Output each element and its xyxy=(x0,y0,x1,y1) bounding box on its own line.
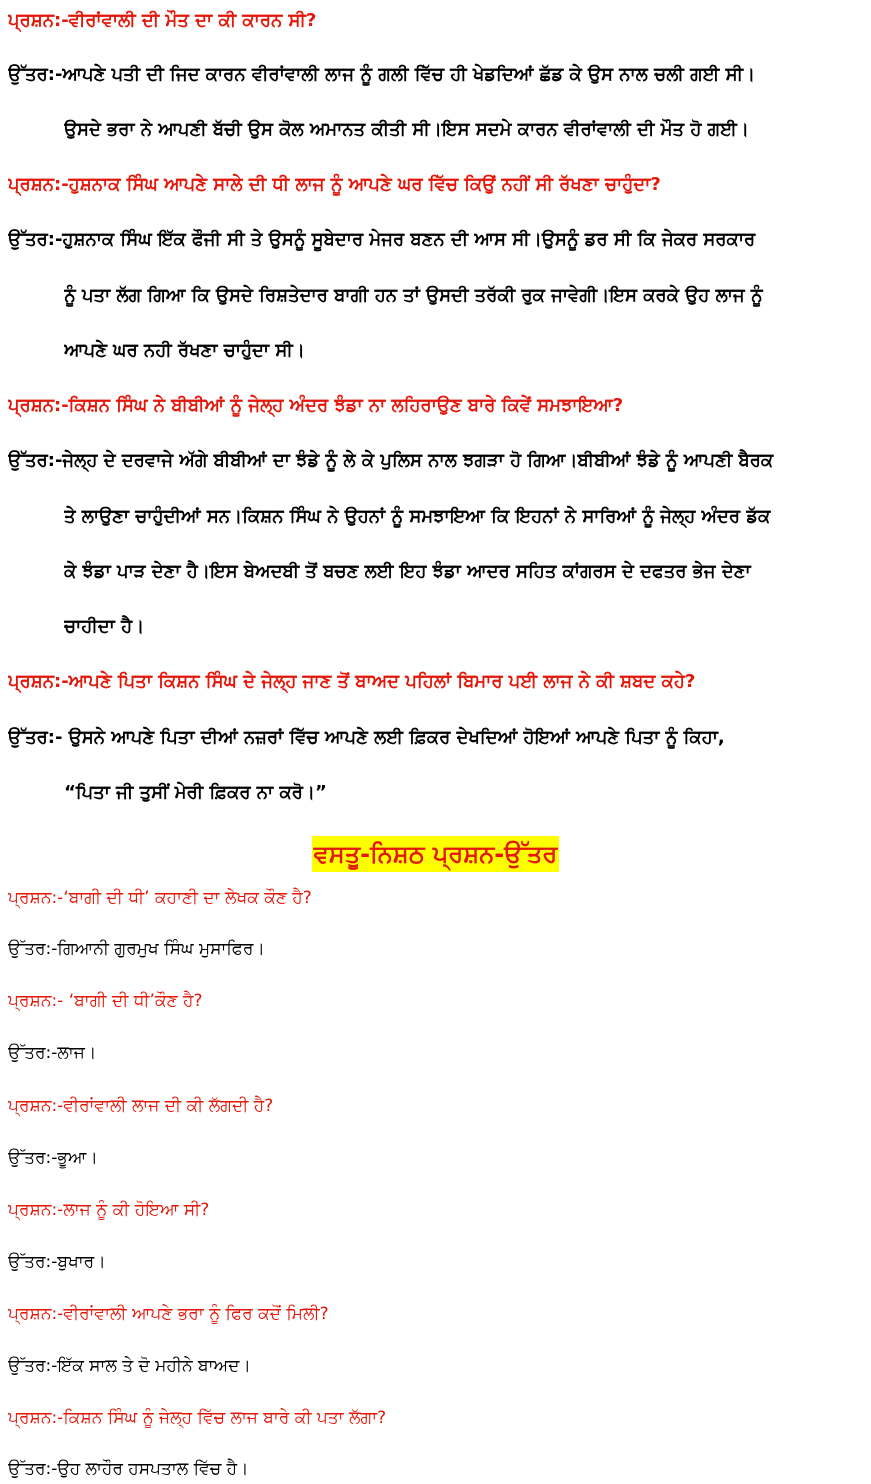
answer-1-line-1: ਉੱਤਰ:-ਆਪਣੇ ਪਤੀ ਦੀ ਜਿਦ ਕਾਰਨ ਵੀਰਾਂਵਾਲੀ ਲਾਜ ਨੂੰ ਗਲੀ ਵਿੱਚ ਹੀ ਖੇਡਦਿਆਂ ਛੱਡ ਕੇ ਉਸ ਨਾਲ ਚਲੀ ਗਈ ਸੀ। xyxy=(8,64,756,85)
obj-question-1: ਪ੍ਰਸ਼ਨ:-‘ਬਾਗੀ ਦੀ ਧੀ’ ਕਹਾਣੀ ਦਾ ਲੇਖਕ ਕੌਣ ਹੈ? xyxy=(8,888,312,908)
answer-3-line-1: ਉੱਤਰ:-ਜੇਲ੍ਹ ਦੇ ਦਰਵਾਜੇ ਅੱਗੇ ਬੀਬੀਆਂ ਦਾ ਝੰਡੇ ਨੂੰ ਲੇ ਕੇ ਪੁਲਿਸ ਨਾਲ ਝਗੜਾ ਹੋ ਗਿਆ।ਬੀਬੀਆਂ ਝੰਡੇ ਨੂੰ ਆਪਣੀ ਬੈਰਕ xyxy=(8,450,774,471)
obj-question-2: ਪ੍ਰਸ਼ਨ:- ‘ਬਾਗੀ ਦੀ ਧੀ’ਕੌਣ ਹੈ? xyxy=(8,991,203,1011)
section-heading-wrap xyxy=(0,836,871,872)
question-3: ਪ੍ਰਸ਼ਨ:-ਕਿਸ਼ਨ ਸਿੰਘ ਨੇ ਬੀਬੀਆਂ ਨੂੰ ਜੇਲ੍ਹ ਅੰਦਰ ਝੰਡਾ ਨਾ ਲਹਿਰਾਉਣ ਬਾਰੇ ਕਿਵੇਂ ਸਮਝਾਇਆ? xyxy=(8,395,624,416)
answer-3-line-2: ਤੇ ਲਾਉਣਾ ਚਾਹੁੰਦੀਆਂ ਸਨ।ਕਿਸ਼ਨ ਸਿੰਘ ਨੇ ਉਹਨਾਂ ਨੂੰ ਸਮਝਾਇਆ ਕਿ ਇਹਨਾਂ ਨੇ ਸਾਰਿਆਂ ਨੂੰ ਜੇਲ੍ਹ ਅੰਦਰ ਡੱਕ xyxy=(64,506,771,527)
obj-answer-4: ਉੱਤਰ:-ਬੁਖਾਰ। xyxy=(8,1252,106,1272)
obj-question-6: ਪ੍ਰਸ਼ਨ:-ਕਿਸ਼ਨ ਸਿੰਘ ਨੂੰ ਜੇਲ੍ਹ ਵਿੱਚ ਲਾਜ ਬਾਰੇ ਕੀ ਪਤਾ ਲੱਗਾ? xyxy=(8,1408,387,1428)
question-4: ਪ੍ਰਸ਼ਨ:-ਆਪਣੇ ਪਿਤਾ ਕਿਸ਼ਨ ਸਿੰਘ ਦੇ ਜੇਲ੍ਹ ਜਾਣ ਤੋਂ ਬਾਅਦ ਪਹਿਲਾਂ ਬਿਮਾਰ ਪਈ ਲਾਜ ਨੇ ਕੀ ਸ਼ਬਦ ਕਹੇ? xyxy=(8,671,696,692)
answer-2-line-1: ਉੱਤਰ:-ਹੁਸ਼ਨਾਕ ਸਿੰਘ ਇੱਕ ਫੌਜੀ ਸੀ ਤੇ ਉਸਨੂੰ ਸੂਬੇਦਾਰ ਮੇਜਰ ਬਣਨ ਦੀ ਆਸ ਸੀ।ਉਸਨੂੰ ਡਰ ਸੀ ਕਿ ਜੇਕਰ ਸਰਕਾਰ xyxy=(8,229,756,250)
answer-4-line-2: “ਪਿਤਾ ਜੀ ਤੁਸੀਂ ਮੇਰੀ ਫ਼ਿਕਰ ਨਾ ਕਰੋ।” xyxy=(64,782,327,803)
answer-3-line-3: ਕੇ ਝੰਡਾ ਪਾੜ ਦੇਣਾ ਹੈ।ਇਸ ਬੇਅਦਬੀ ਤੋਂ ਬਚਣ ਲਈ ਇਹ ਝੰਡਾ ਆਦਰ ਸਹਿਤ ਕਾਂਗਰਸ ਦੇ ਦਫਤਰ ਭੇਜ ਦੇਣਾ xyxy=(64,561,751,582)
obj-question-5: ਪ੍ਰਸ਼ਨ:-ਵੀਰਾਂਵਾਲੀ ਆਪਣੇ ਭਰਾ ਨੂੰ ਫਿਰ ਕਦੋਂ ਮਿਲੀ? xyxy=(8,1304,329,1324)
question-1: ਪ੍ਰਸ਼ਨ:-ਵੀਰਾਂਵਾਲੀ ਦੀ ਮੌਤ ਦਾ ਕੀ ਕਾਰਨ ਸੀ? xyxy=(8,10,317,31)
answer-2-line-2: ਨੂੰ ਪਤਾ ਲੱਗ ਗਿਆ ਕਿ ਉਸਦੇ ਰਿਸ਼ਤੇਦਾਰ ਬਾਗੀ ਹਨ ਤਾਂ ਉਸਦੀ ਤਰੱਕੀ ਰੁਕ ਜਾਵੇਗੀ।ਇਸ ਕਰਕੇ ਉਹ ਲਾਜ ਨੂੰ xyxy=(64,285,763,306)
obj-answer-3: ਉੱਤਰ:-ਭੂਆ। xyxy=(8,1148,98,1168)
obj-answer-5: ਉੱਤਰ:-ਇੱਕ ਸਾਲ ਤੇ ਦੋ ਮਹੀਨੇ ਬਾਅਦ। xyxy=(8,1356,251,1376)
answer-3-line-4: ਚਾਹੀਦਾ ਹੈ। xyxy=(64,616,145,637)
answer-4-line-1: ਉੱਤਰ:- ਉਸਨੇ ਆਪਣੇ ਪਿਤਾ ਦੀਆਂ ਨਜ਼ਰਾਂ ਵਿੱਚ ਆਪਣੇ ਲਈ ਫ਼ਿਕਰ ਦੇਖਦਿਆਂ ਹੋਇਆਂ ਆਪਣੇ ਪਿਤਾ ਨੂੰ ਕਿਹਾ, xyxy=(8,727,725,748)
obj-question-3: ਪ੍ਰਸ਼ਨ:-ਵੀਰਾਂਵਾਲੀ ਲਾਜ ਦੀ ਕੀ ਲੱਗਦੀ ਹੈ? xyxy=(8,1096,274,1116)
answer-1-line-2: ਉਸਦੇ ਭਰਾ ਨੇ ਆਪਣੀ ਬੱਚੀ ਉਸ ਕੋਲ ਅਮਾਨਤ ਕੀਤੀ ਸੀ।ਇਸ ਸਦਮੇ ਕਾਰਨ ਵੀਰਾਂਵਾਲੀ ਦੀ ਮੌਤ ਹੋ ਗਈ। xyxy=(64,119,750,140)
obj-answer-1: ਉੱਤਰ:-ਗਿਆਨੀ ਗੁਰਮੁਖ ਸਿੰਘ ਮੁਸਾਫਿਰ। xyxy=(8,939,265,959)
obj-answer-2: ਉੱਤਰ:-ਲਾਜ। xyxy=(8,1043,97,1063)
obj-question-4: ਪ੍ਰਸ਼ਨ:-ਲਾਜ ਨੂੰ ਕੀ ਹੋਇਆ ਸੀ? xyxy=(8,1200,210,1220)
question-2: ਪ੍ਰਸ਼ਨ:-ਹੁਸ਼ਨਾਕ ਸਿੰਘ ਆਪਣੇ ਸਾਲੇ ਦੀ ਧੀ ਲਾਜ ਨੂੰ ਆਪਣੇ ਘਰ ਵਿੱਚ ਕਿਉਂ ਨਹੀਂ ਸੀ ਰੱਖਣਾ ਚਾਹੁੰਦਾ? xyxy=(8,174,661,195)
answer-2-line-3: ਆਪਣੇ ਘਰ ਨਹੀ ਰੱਖਣਾ ਚਾਹੁੰਦਾ ਸੀ। xyxy=(64,340,305,361)
section-heading: ਵਸਤੂ-ਨਿਸ਼ਠ ਪ੍ਰਸ਼ਨ-ਉੱਤਰ xyxy=(312,836,560,872)
obj-answer-6: ਉੱਤਰ:-ਉਹ ਲਾਹੌਰ ਹਸਪਤਾਲ ਵਿੱਚ ਹੈ। xyxy=(8,1459,249,1479)
